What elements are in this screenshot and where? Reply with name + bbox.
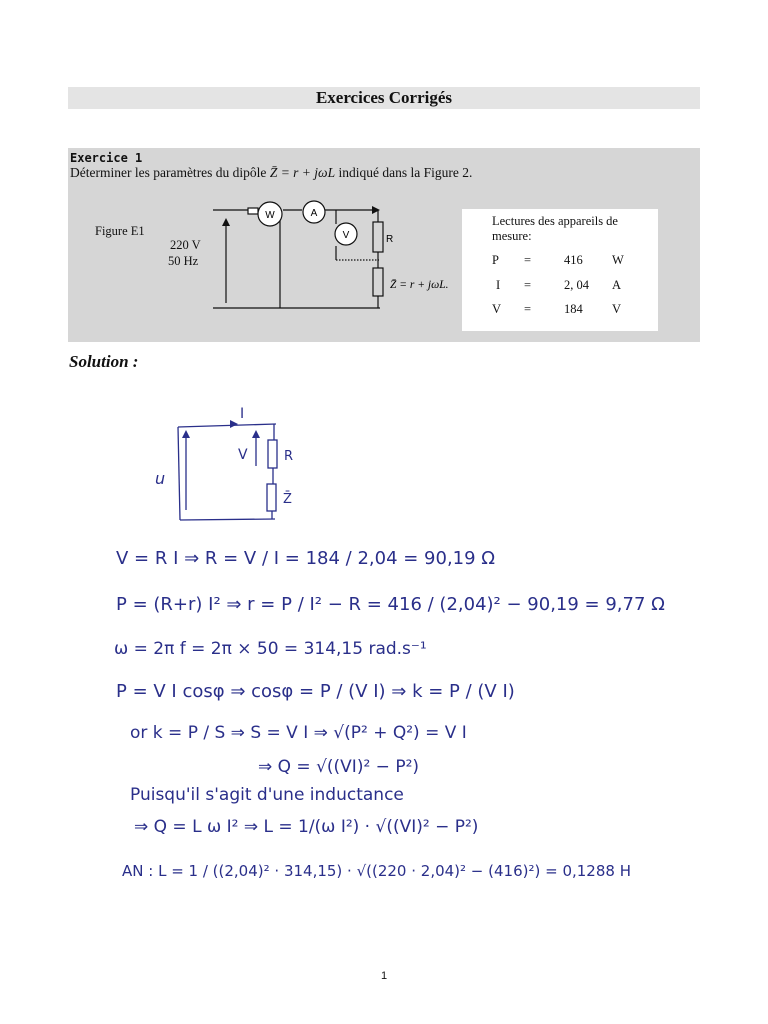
source-voltage: 220 V [170, 238, 201, 252]
sketch-voltage-label: V [238, 447, 248, 463]
wattmeter-label: W [265, 210, 275, 221]
reading-symbol: V [492, 302, 502, 316]
sketch-current-arrow [230, 420, 238, 428]
reading-unit: V [612, 302, 622, 316]
solution-line: ⇒ Q = √((VI)² − P²) [258, 757, 420, 777]
statement-math: Z̄ = r + jωL [269, 165, 336, 180]
reading-unit: A [612, 278, 622, 292]
ammeter-label: A [310, 208, 318, 219]
solution-line: P = V I cosφ ⇒ cosφ = P / (V I) ⇒ k = P / (V I) [116, 681, 515, 702]
sketch-resistor-label: R [284, 449, 294, 464]
page-title: Exercices Corrigés [315, 88, 453, 107]
statement-prefix: Déterminer les paramètres du dipôle [70, 165, 270, 180]
sketch-impedance-label: Z̄ [283, 492, 292, 507]
sketch-source-label: u [155, 469, 166, 488]
reading-value: 416 [564, 253, 583, 267]
solution-line: P = (R+r) I² ⇒ r = P / I² − R = 416 / (2,04)² − 90,19 = 9,77 Ω [116, 594, 665, 615]
readings-heading: Lectures des appareils de mesure: [492, 214, 618, 243]
reading-symbol: P [492, 253, 499, 267]
solution-line: Puisqu'il s'agit d'une inductance [130, 785, 404, 805]
impedance-label: Z̄ = r + jωL. [390, 279, 449, 291]
sketch-voltage-arrow [252, 430, 260, 438]
page-number: 1 [380, 970, 388, 982]
solution-line: ⇒ Q = L ω I² ⇒ L = 1/(ω I²) · √((VI)² − P²) [134, 817, 479, 837]
reading-value: 184 [564, 302, 583, 316]
solution-line: AN : L = 1 / ((2,04)² · 314,15) · √((220 · 2,04)² − (416)²) = 0,1288 H [122, 862, 631, 880]
reading-eq: = [524, 278, 532, 292]
resistor-label: R [386, 234, 394, 245]
solution-line: V = R I ⇒ R = V / I = 184 / 2,04 = 90,19 Ω [116, 548, 496, 569]
figure-label: Figure E1 [95, 224, 145, 238]
reading-unit: W [612, 253, 624, 267]
sketch-source-arrow [182, 430, 190, 438]
reading-symbol: I [496, 278, 501, 292]
reading-value: 2, 04 [564, 278, 589, 292]
solution-sketch [178, 424, 277, 520]
source-frequency: 50 Hz [168, 254, 199, 268]
reading-eq: = [524, 302, 532, 316]
exercise-label: Exercice 1 [70, 151, 143, 165]
solution-heading: Solution : [69, 352, 139, 371]
voltmeter-label: V [342, 230, 350, 241]
solution-line: or k = P / S ⇒ S = V I ⇒ √(P² + Q²) = V I [130, 723, 467, 743]
solution-line: ω = 2π f = 2π × 50 = 314,15 rad.s⁻¹ [114, 639, 427, 659]
sketch-current-label: I [240, 406, 245, 422]
reading-eq: = [524, 253, 532, 267]
statement-suffix: indiqué dans la Figure 2. [335, 165, 473, 180]
